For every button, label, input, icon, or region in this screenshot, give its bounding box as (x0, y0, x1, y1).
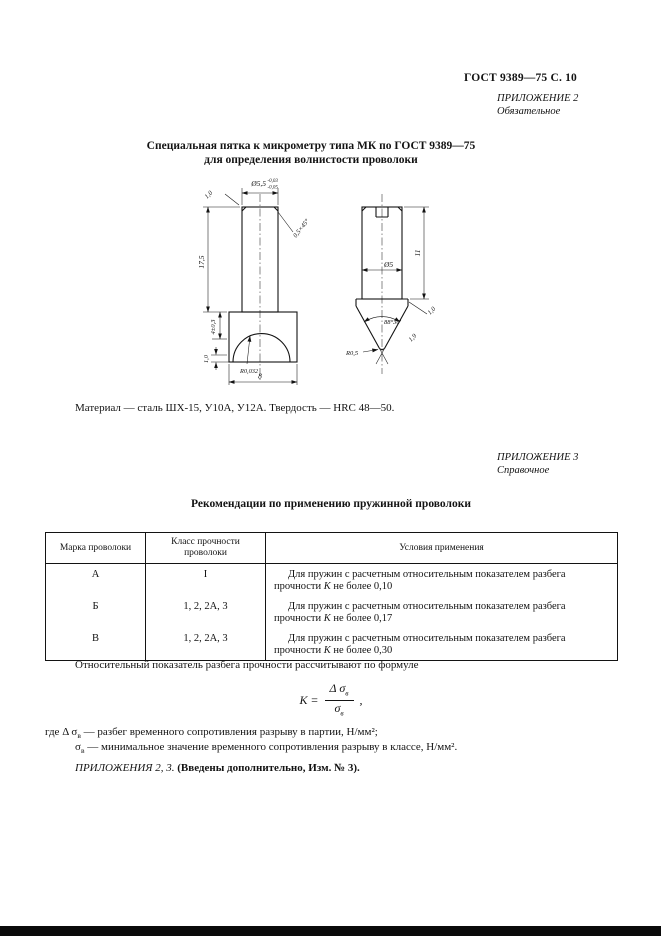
cell-conditions: Для пружин с расчетным относительным показателем разбега прочности К не более 0,10 (266, 564, 618, 597)
table-row (46, 628, 618, 661)
fraction-denominator: $\sigma_в$ (334, 701, 344, 718)
formula-fraction (325, 682, 354, 720)
figure-title-line2: для определения волнистости проволоки (204, 154, 418, 166)
amendment-note-text: (Введены дополнительно, Изм. № 3). (177, 762, 360, 774)
figure-title-line1: Специальная пятка к микрометру типа МК по ГОСТ 9389—75 (146, 140, 476, 152)
dim-length-11: 11 (413, 249, 422, 257)
appendix-3-kind: Справочное (497, 464, 550, 476)
where-clause-line1: где Δ $\sigma_в$ — разбег временного сопротивления разрыву в партии, Н/мм²; (45, 726, 378, 741)
dim-diameter-55: Ø5,5 (251, 179, 266, 188)
dim-top-chamfer: 1,0 (203, 189, 215, 201)
dim-cone-angle: 88°30' (384, 319, 401, 326)
appendix-3-label (497, 452, 578, 477)
dim-chamfer-label: 0,5×45° (292, 217, 311, 240)
amendment-note-appendices: ПРИЛОЖЕНИЯ 2, 3. (75, 762, 178, 774)
doc-reference: ГОСТ 9389—75 С. 10 (464, 72, 577, 84)
cell-conditions: Для пружин с расчетным относительным показателем разбега прочности К не более 0,17 (266, 596, 618, 628)
table-header-row (46, 533, 618, 564)
where-clause-line2: $\sigma_в$ — минимальное значение временного сопротивления разрыву в классе, Н/мм². (75, 741, 458, 756)
appendix-2-kind: Обязательное (497, 105, 561, 117)
figure-left-labels (197, 179, 311, 381)
table-row (46, 596, 618, 628)
dim-dome-height: 4±0,3 (210, 319, 217, 335)
figure-right-dimension-lines (362, 207, 429, 364)
formula-intro: Относительный показатель разбега прочности рассчитывают по формуле (75, 659, 419, 671)
cell-class: 1, 2, 2А, 3 (146, 596, 266, 628)
table-row (46, 564, 618, 597)
application-table (45, 532, 618, 661)
dim-diameter-5: Ø5 (384, 260, 394, 269)
dim-height-175: 17,5 (197, 255, 206, 269)
appendix-2-title: ПРИЛОЖЕНИЕ 2 (497, 93, 579, 104)
cell-mark: В (46, 628, 146, 661)
cell-mark: А (46, 564, 146, 597)
cell-class: 1, 2, 2А, 3 (146, 628, 266, 661)
page-edge-bar (0, 926, 661, 936)
column-header-class: Класс прочности проволоки (146, 533, 266, 564)
column-header-conditions: Условия применения (266, 533, 618, 564)
appendix-2-label (497, 93, 578, 118)
column-header-mark: Марка проволоки (46, 533, 146, 564)
figure-left-outline (229, 207, 297, 362)
appendix-3-title: ПРИЛОЖЕНИЕ 3 (497, 452, 579, 463)
formula-lhs: К = (299, 693, 319, 708)
dim-tol-lower: -0,05 (267, 185, 278, 191)
formula (45, 682, 617, 720)
figure-title (20, 139, 602, 167)
technical-drawing (150, 172, 480, 398)
figure-right (345, 194, 438, 374)
formula-comma: , (359, 693, 363, 708)
dim-tip-radius: R0,5 (346, 350, 359, 357)
material-note: Материал — сталь ШХ-15, У10А, У12А. Твердость — HRC 48—50. (75, 402, 395, 414)
dim-radius-0032: R0,032 (240, 368, 259, 375)
cell-class: I (146, 564, 266, 597)
figure-left-dimension-lines (203, 185, 297, 385)
dim-bottom-chamfer: 1,0 (203, 354, 210, 364)
fraction-numerator: Δ $\sigma_в$ (325, 682, 354, 701)
figure-left (197, 179, 311, 385)
dim-tol-upper: -0,03 (267, 179, 278, 184)
dim-tip-19: 1,9 (407, 332, 419, 344)
amendment-note (75, 762, 360, 774)
table-title: Рекомендации по применению пружинной проволоки (191, 498, 471, 510)
cell-mark: Б (46, 596, 146, 628)
dim-width-8: 8 (258, 371, 262, 381)
dim-right-chamfer: 1,0 (426, 305, 438, 317)
cell-conditions: Для пружин с расчетным относительным показателем разбега прочности К не более 0,30 (266, 628, 618, 661)
